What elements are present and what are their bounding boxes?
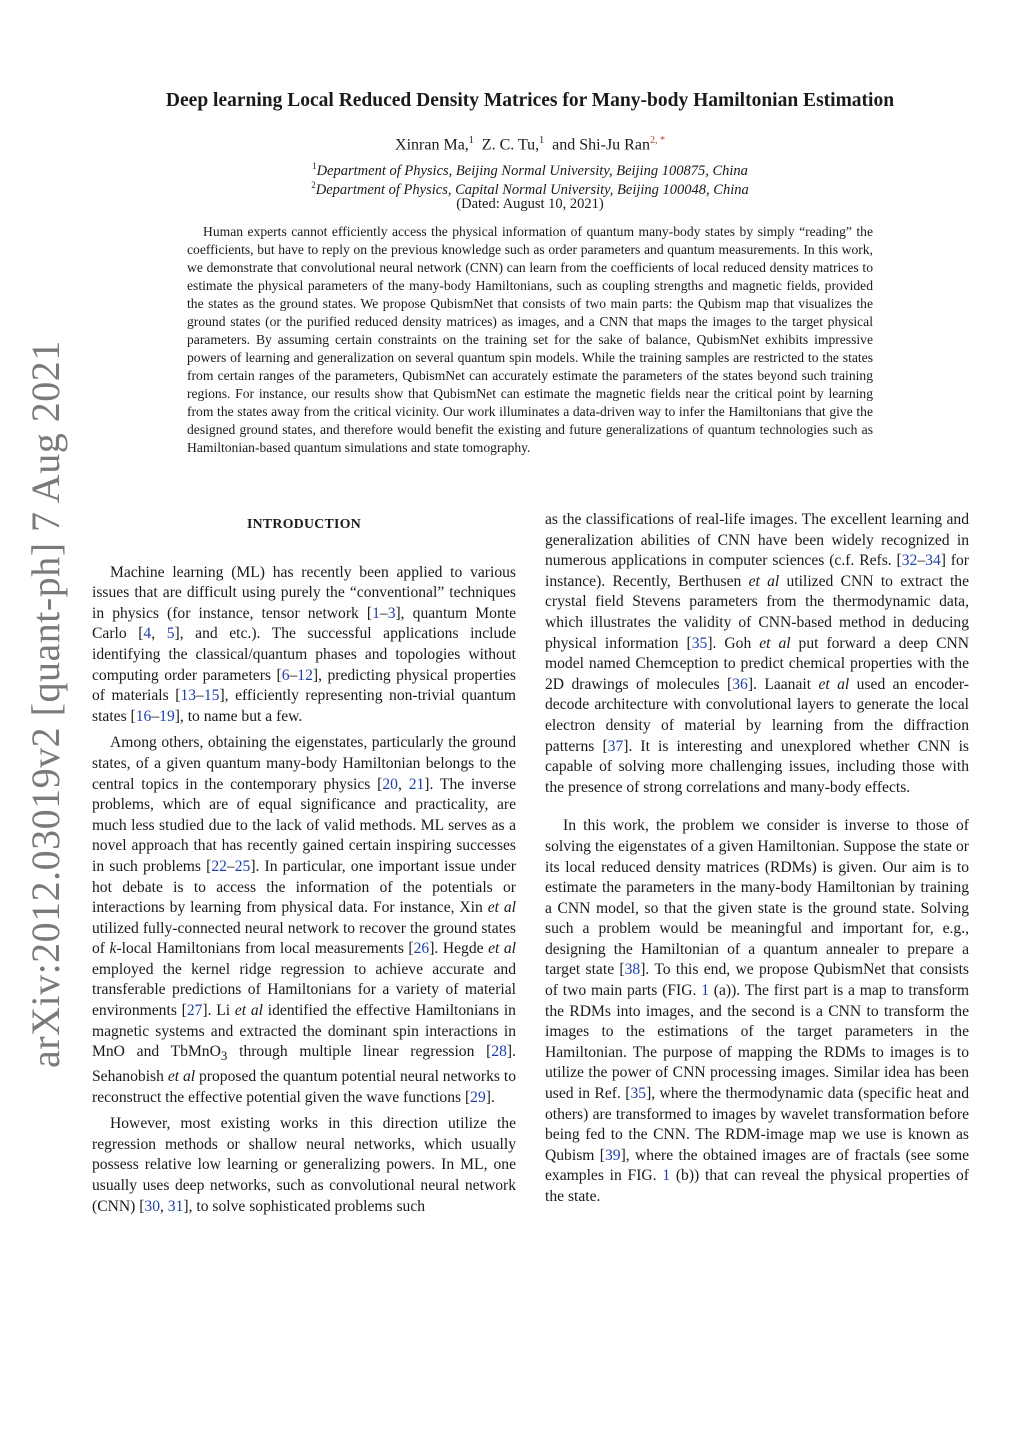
citation-link[interactable]: 30 (144, 1197, 160, 1215)
affiliation-2-marker: 2 (311, 180, 316, 190)
citation-link[interactable]: 4 (143, 625, 152, 643)
citation-link[interactable]: 27 (186, 1002, 203, 1020)
citation-link[interactable]: 26 (413, 940, 430, 958)
author-1-affil: 1 (468, 135, 474, 146)
dated-line: (Dated: August 10, 2021) (456, 196, 604, 212)
right-column (545, 510, 969, 1208)
citation-link[interactable]: 22 (211, 857, 227, 875)
citation-link[interactable]: 21 (408, 775, 425, 793)
paper-title: Deep learning Local Reduced Density Matrices for Many-body Hamiltonian Estimation (165, 90, 895, 111)
intro-paragraph-3: However, most existing works in this direction utilize the regression methods or shallow neural networks, which usually possess relative low learning or generalizing powers. In ML, one usually uses deep networks, such as convolutional neural network (CNN) [30, 31], to solve sophisticated problems such (92, 1115, 516, 1215)
citation-link[interactable]: 36 (732, 675, 748, 693)
intro-paragraph-2: Among others, obtaining the eigenstates, particularly the ground states, of a given quantum many-body Hamiltonian belongs to the central topics in the contemporary physics [20, 21]. The inverse problems, which are of equal significance and practicality, are much less studied due to the lack of valid methods. ML serves as a novel approach that has recently gained certain inspiring successes in such problems [22–25]. In particular, one important issue under hot debate is to access the information of the potentials or interactions by learning from physical data. For instance, Xin et al utilized fully-connected neural network to recover the ground states of k-local Hamiltonians from local measurements [26]. Hegde et al employed the kernel ridge regression to achieve accurate and transferable predictions of Hamiltonians for a variety of material environments [27]. Li et al identified the effective Hamiltonians in magnetic systems and extracted the dominant spin interactions in MnO and TbMnO$_3$ through multiple linear regression [28]. Sehanobish et al proposed the quantum potential neural networks to reconstruct the effective potential given the wave functions [29]. (92, 734, 517, 1106)
citation-link[interactable]: 3 (387, 604, 396, 622)
intro-paragraph-4: as the classifications of real-life images. The excellent learning and generalization abilities of CNN have been widely recognized in numerous applications in computer sciences (c.f. Refs. [32–34] for instance). Recently, Berthusen et al utilized CNN to extract the crystal field Stevens parameters from the thermodynamic data, which illustrates the validity of CNN-based method in deducing physical information [35]. Goh et al put forward a deep CNN model named Chemception to predict chemical properties with the 2D drawings of molecules [36]. Laanait et al used an encoder-decode architecture with convolutional layers to generate the local electron density of material by learning from the diffraction patterns [37]. It is interesting and unexplored whether CNN is capable of solving more challenging issues, including those with the presence of strong correlations and many-body effects. (545, 511, 969, 796)
author-list (200, 130, 860, 156)
citation-link[interactable]: 6 (281, 666, 290, 684)
intro-paragraph-1: Machine learning (ML) has recently been applied to various issues that are difficult using purely the “conventional” techniques in physics (for instance, tensor network [1–3], quantum Monte Carlo [4, 5], and etc.). The successful applications include identifying the classical/quantum phases and topologies without computing order parameters [6–12], predicting physical properties of materials [13–15], efficiently representing non-trivial quantum states [16–19], to name but a few. (92, 563, 517, 725)
affiliation-2-text: Department of Physics, Capital Normal University, Beijing 100048, China (315, 181, 749, 198)
citation-link[interactable]: 38 (624, 961, 641, 979)
citation-link[interactable]: 15 (203, 687, 220, 705)
author-1: Xinran Ma, (395, 136, 469, 154)
section-heading-introduction: INTRODUCTION (247, 516, 361, 531)
citation-link[interactable]: 20 (382, 775, 398, 793)
citation-link[interactable]: 34 (925, 552, 941, 570)
citation-link[interactable]: 16 (135, 707, 152, 725)
citation-link[interactable]: 29 (470, 1088, 486, 1106)
affiliation-1-marker: 1 (312, 161, 317, 171)
author-2: Z. C. Tu, (481, 136, 540, 154)
arxiv-identifier-stamp: arXiv:2012.03019v2 [quant-ph] 7 Aug 2021 (23, 340, 68, 1068)
citation-link[interactable]: 13 (180, 687, 197, 705)
citation-link[interactable]: 28 (491, 1043, 507, 1061)
citation-link[interactable]: 31 (167, 1197, 184, 1215)
affiliation-1-text: Department of Physics, Beijing Normal University, Beijing 100875, China (316, 162, 748, 179)
abstract: Human experts cannot efficiently access the physical information of quantum many-body states by simply “reading” the coefficients, but have to reply on the previous knowledge such as order parameters and quantum measurements. In this work, we demonstrate that convolutional neural network (CNN) can learn from the coefficients of local reduced density matrices to estimate the physical parameters of the many-body Hamiltonians, such as coupling strengths and magnetic fields, provided the states as the ground states. We propose QubismNet that consists of two main parts: the Qubism map that visualizes the ground states (or the purified reduced density matrices) as images, and a CNN that maps the images to the target physical parameters. By assuming certain constraints on the training set for the sake of balance, QubismNet exhibits impressive powers of learning and generalization on several quantum spin models. While the training samples are restricted to the states from certain ranges of the parameters, QubismNet can accurately estimate the parameters of the states beyond such training regions. For instance, our results show that QubismNet can estimate the magnetic fields near the critical point by learning from the states away from the critical vicinity. Our work illuminates a data-driven way to infer the Hamiltonians that give the designed ground states, and therefore would benefit the existing and future generalizations of quantum technologies such as Hamiltonian-based quantum simulations and state tomography. (187, 224, 873, 455)
author-2-affil: 1 (539, 135, 545, 146)
citation-link[interactable]: 5 (166, 625, 175, 643)
citation-link[interactable]: 32 (901, 552, 918, 570)
citation-link[interactable]: 35 (630, 1085, 647, 1103)
citation-link[interactable]: 35 (691, 634, 708, 652)
citation-link[interactable]: 12 (297, 666, 313, 684)
citation-link[interactable]: 19 (159, 707, 175, 725)
citation-link[interactable]: 1 (372, 604, 380, 622)
citation-link[interactable]: 39 (604, 1146, 621, 1164)
intro-paragraph-5: In this work, the problem we consider is inverse to those of solving the eigenstates of a given Hamiltonian. Suppose the state or its local reduced density matrices (RDMs) is given. Our aim is to estimate the parameters in the many-body Hamiltonian by training a CNN model, so that the given state is the ground state. Solving such a problem would be meaningful and important for, e.g., designing the Hamiltonian of a quantum annealer to prepare a target state [38]. To this end, we propose QubismNet that consists of two main parts (FIG. 1 (a)). The first part is a map to transform the RDMs into images, and the second is a CNN to transform the images to the estimations of the target parameters in the Hamiltonian. The purpose of mapping the RDMs to images is to utilize the power of CNN processing images. Similar idea has been used in Ref. [35], where the thermodynamic data (specific heat and others) are transformed to images by wavelet transformation before being fed to the CNN. The RDM-image map we use is known as Qubism [39], where the obtained images are of fractals (see some examples in FIG. 1 (b)) that can reveal the physical properties of the state. (545, 817, 970, 1205)
left-column (92, 510, 516, 1217)
figure-link[interactable]: 1 (701, 982, 709, 1000)
author-3-affil[interactable]: 2, * (649, 135, 665, 146)
figure-link[interactable]: 1 (662, 1167, 671, 1185)
author-3: and Shi-Ju Ran (552, 136, 650, 154)
citation-link[interactable]: 25 (234, 857, 251, 875)
citation-link[interactable]: 37 (607, 737, 624, 755)
